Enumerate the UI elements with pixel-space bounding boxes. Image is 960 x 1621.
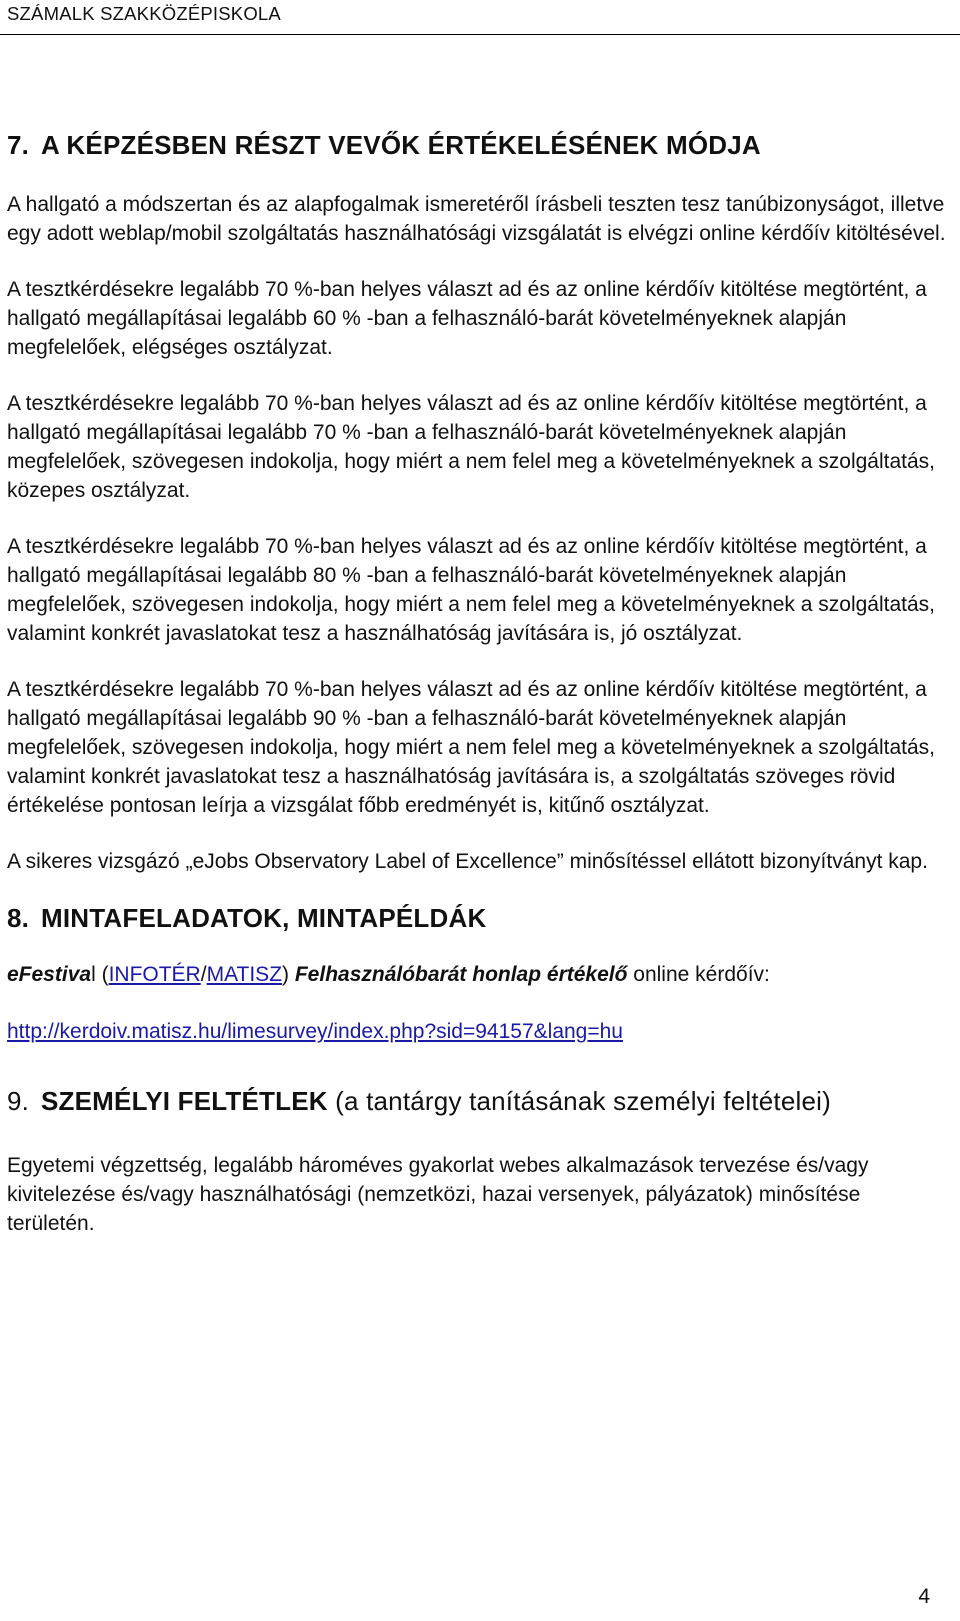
efestival-name: eFestiva [7, 963, 92, 986]
section-7-paragraph-6: A sikeres vizsgázó „eJobs Observatory Label of Excellence” minősítéssel ellátott bizonyítványt kap. [7, 850, 928, 873]
section-8-title: MINTAFELADATOK, MINTAPÉLDÁK [41, 903, 487, 933]
running-header: SZÁMALK SZAKKÖZÉPISKOLA [7, 3, 281, 24]
section-9-paragraph: Egyetemi végzettség, legalább hároméves gyakorlat webes alkalmazások tervezése és/vagy kivitelezése és/vagy használhatósági (nemzetközi, hazai versenyek, pályázatok) minősítése területén. [7, 1154, 869, 1235]
section-7-number: 7. [7, 130, 30, 160]
survey-url-link[interactable]: http://kerdoiv.matisz.hu/limesurvey/index.php?sid=94157&lang=hu [7, 1020, 623, 1043]
infoter-link[interactable]: INFOTÉR [108, 963, 201, 986]
survey-url-line [7, 1017, 952, 1046]
page-content [7, 130, 952, 1238]
form-title: Felhasználóbarát honlap értékelő [294, 963, 628, 986]
section-8-number: 8. [7, 903, 30, 933]
section-7-paragraph-5: A tesztkérdésekre legalább 70 %-ban helyes választ ad és az online kérdőív kitöltése megtörtént, a hallgató megállapításai legalább 90 % -ban a felhasználó-barát követelményeknek alapján megfelelőek, szövegesen indokolja, hogy miért a nem felel meg a követelményeknek a szolgáltatás, valamint konkrét javaslatokat tesz a használhatóság javítására is, a szolgáltatás szöveges rövid értékelése pontosan leírja a vizsgálat főbb eredményét is, kitűnő osztályzat. [7, 678, 936, 817]
section-8-heading [7, 903, 952, 933]
section-7-paragraph-1: A hallgató a módszertan és az alapfogalmak ismeretéről írásbeli teszten tesz tanúbizonyságot, illetve egy adott weblap/mobil szolgáltatás használhatósági vizsgálatát is elvégzi online kérdőív kitöltésével. [7, 193, 946, 245]
page-number: 4 [918, 1585, 930, 1608]
section-9-title: SZEMÉLYI FELTÉTLEK [41, 1086, 328, 1116]
section-7-paragraph-4: A tesztkérdésekre legalább 70 %-ban helyes választ ad és az online kérdőív kitöltése megtörtént, a hallgató megállapításai legalább 80 % -ban a felhasználó-barát követelményeknek alapján megfelelőek, szövegesen indokolja, hogy miért a nem felel meg a követelményeknek a szolgáltatás, valamint konkrét javaslatokat tesz a használhatóság javítására is, jó osztályzat. [7, 535, 936, 645]
section-9-subtitle: (a tantárgy tanításának személyi feltételei) [327, 1086, 831, 1116]
efestival-suffix: online kérdőív: [627, 963, 770, 986]
header-rule [0, 34, 960, 35]
section-9-heading [7, 1086, 952, 1116]
efestival-name-tail: l [91, 963, 96, 986]
section-7-paragraph-3: A tesztkérdésekre legalább 70 %-ban helyes választ ad és az online kérdőív kitöltése megtörtént, a hallgató megállapításai legalább 70 % -ban a felhasználó-barát követelményeknek alapján megfelelőek, szövegesen indokolja, hogy miért a nem felel meg a követelményeknek a szolgáltatás, közepes osztályzat. [7, 392, 936, 502]
section-7-heading [7, 130, 952, 160]
section-7-title: A KÉPZÉSBEN RÉSZT VEVŐK ÉRTÉKELÉSÉNEK MÓDJA [41, 130, 761, 160]
efestival-line [7, 960, 952, 989]
open-paren: ( [95, 963, 109, 986]
slash: / [200, 963, 207, 986]
section-7-paragraph-2: A tesztkérdésekre legalább 70 %-ban helyes választ ad és az online kérdőív kitöltése megtörtént, a hallgató megállapításai legalább 60 % -ban a felhasználó-barát követelményeknek alapján megfelelőek, elégséges osztályzat. [7, 278, 927, 359]
close-paren: ) [282, 963, 295, 986]
matisz-link[interactable]: MATISZ [206, 963, 283, 986]
section-9-number: 9. [7, 1086, 30, 1116]
